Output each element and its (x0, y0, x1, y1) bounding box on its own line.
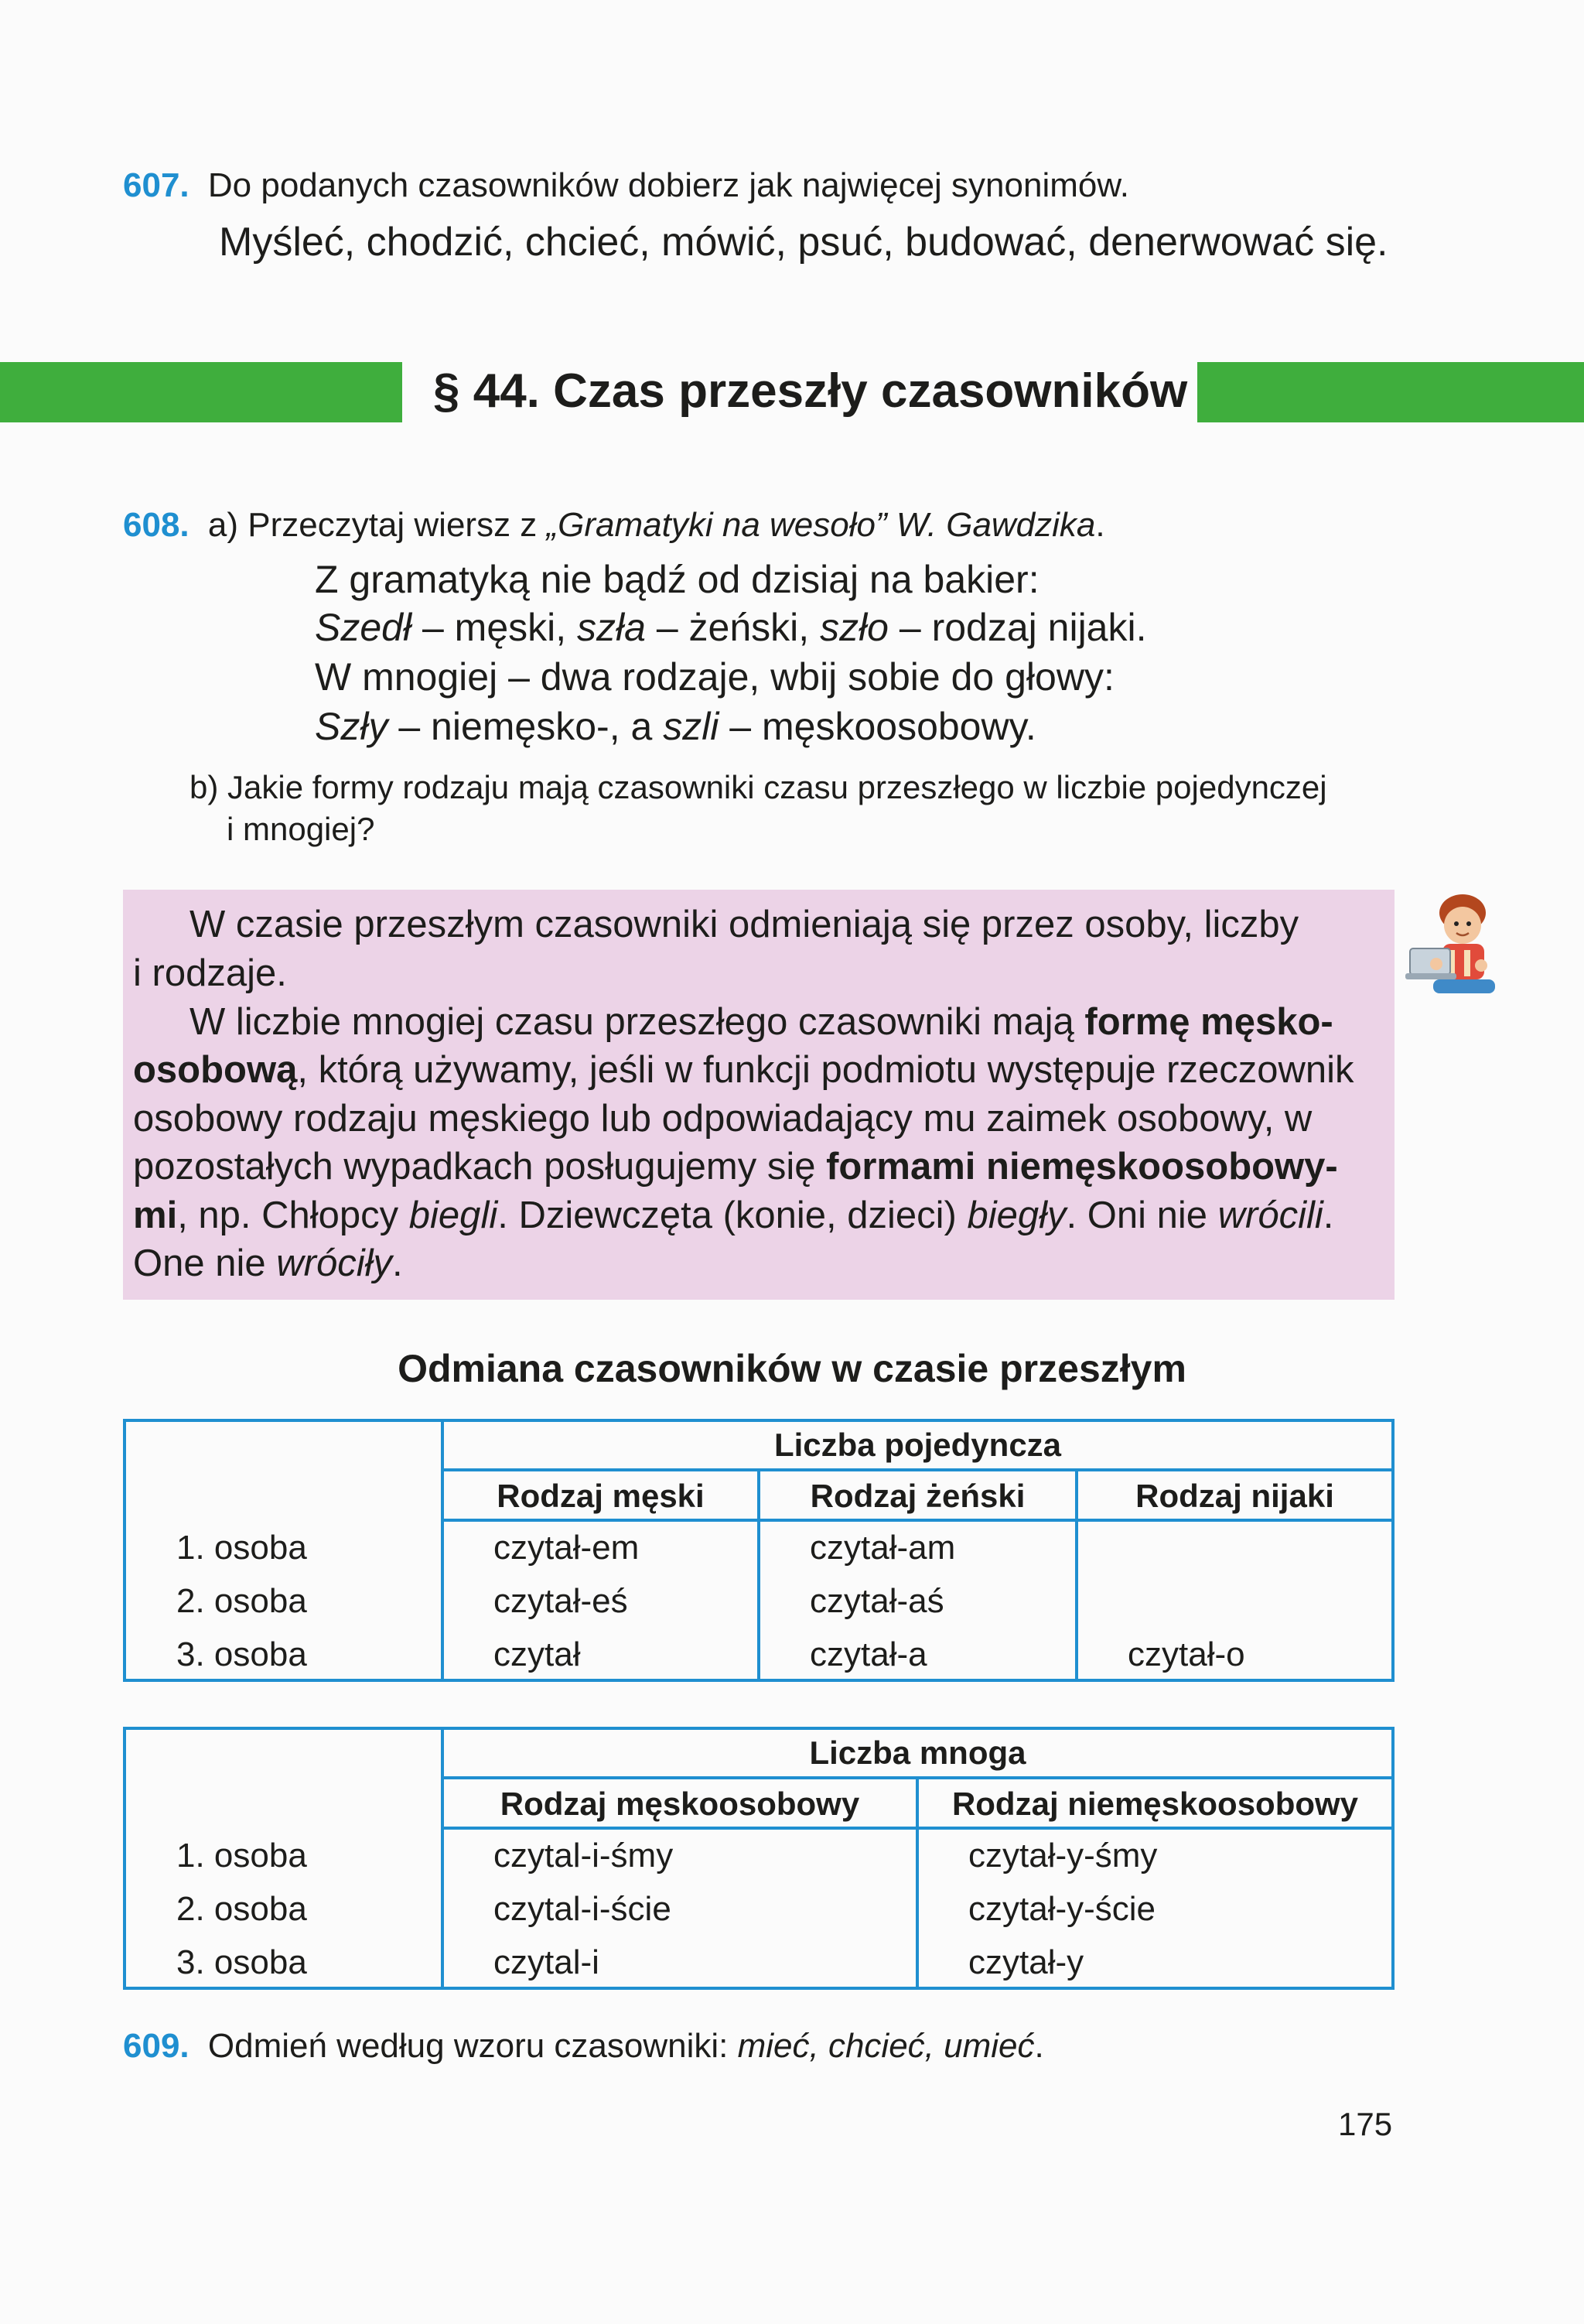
exercise-number: 608. (123, 506, 189, 544)
text: Szły (315, 705, 388, 748)
rule-p2-line-1 (189, 1000, 1333, 1044)
table-cell: czytal-i (493, 1943, 599, 1981)
rule-p2-line-6 (133, 1242, 403, 1285)
exercise-number: 607. (123, 166, 189, 204)
poem-line-1: Z gramatyką nie bądź od dzisiaj na bakier: (315, 558, 1040, 601)
grammar-rule-box (123, 890, 1395, 1300)
section-bar-left (0, 362, 402, 422)
text: . (1034, 2027, 1044, 2065)
table-cell: czytał-aś (810, 1582, 944, 1620)
person-label: 1. osoba (176, 1837, 307, 1875)
table-cell: czytał-am (810, 1529, 956, 1567)
poem-source: „Gramatyki na wesoło” W. Gawdzika (546, 506, 1096, 544)
exercise-part-b-line-1: b) Jakie formy rodzaju mają czasowniki czasu przeszłego w liczbie pojedynczej (189, 769, 1327, 805)
example-word: wróciły (276, 1242, 392, 1284)
person-label: 3. osoba (176, 1635, 307, 1673)
text: . Dziewczęta (konie, dzieci) (497, 1194, 968, 1236)
exercise-609 (123, 2027, 1044, 2066)
text: szło (820, 606, 889, 649)
text: Odmień według wzoru czasowniki: (207, 2027, 738, 2065)
table-cell: czytał-y-ście (968, 1890, 1156, 1928)
column-header: Rodzaj żeński (810, 1478, 1026, 1514)
text: pozostałych wypadkach posługujemy się (133, 1146, 827, 1188)
bold-term: formę męsko- (1084, 1001, 1333, 1043)
table-title: Odmiana czasowników w czasie przeszłym (398, 1347, 1186, 1390)
text: – rodzaj nijaki. (888, 606, 1147, 649)
text: – żeński, (645, 606, 821, 649)
poem-line-3: W mnogiej – dwa rodzaje, wbij sobie do głowy: (315, 655, 1115, 699)
pupil-with-laptop-icon (1402, 888, 1503, 996)
exercise-verbs: mieć, chcieć, umieć (737, 2027, 1035, 2065)
section-bar-right (1197, 362, 1584, 422)
column-header: Rodzaj nijaki (1135, 1478, 1334, 1514)
example-word: biegli (408, 1194, 498, 1236)
rule-p1-line-2: i rodzaje. (133, 952, 287, 994)
table-header-number: Liczba mnoga (809, 1734, 1026, 1771)
table-cell: czytal-i-śmy (493, 1837, 674, 1875)
text: szli (663, 705, 719, 748)
text: . Oni nie (1066, 1194, 1218, 1236)
text: . (1095, 506, 1105, 544)
table-header-number: Liczba pojedyncza (773, 1427, 1062, 1463)
column-header: Rodzaj męski (497, 1478, 705, 1514)
table-divider (441, 1468, 1395, 1471)
table-cell: czytał-em (493, 1529, 640, 1567)
text: – męskoosobowy. (719, 705, 1036, 748)
person-label: 3. osoba (176, 1943, 307, 1981)
text: a) Przeczytaj wiersz z (207, 506, 547, 544)
text: . (1323, 1194, 1334, 1236)
exercise-part-a (208, 506, 1105, 544)
text: One nie (133, 1242, 277, 1284)
table-cell: czytał-o (1128, 1635, 1245, 1673)
section-title: § 44. Czas przeszły czasowników (433, 364, 1188, 418)
rule-p2-line-2 (133, 1048, 1354, 1092)
text: Szedł (315, 606, 412, 649)
table-cell: czytał-a (810, 1635, 927, 1673)
text: , np. Chłopcy (177, 1194, 409, 1236)
poem-line-4 (315, 704, 1036, 749)
exercise-number: 609. (123, 2027, 189, 2065)
column-header: Rodzaj niemęskoosobowy (951, 1786, 1359, 1822)
exercise-607 (123, 166, 1129, 205)
exercise-607-verbs: Myśleć, chodzić, chcieć, mówić, psuć, budować, denerwować się. (219, 220, 1388, 265)
rule-p2-line-3: osobowy rodzaju męskiego lub odpowiadający mu zaimek osobowy, w (133, 1098, 1313, 1140)
rule-p1-line-1: W czasie przeszłym czasowniki odmieniają się przez osoby, liczby (189, 904, 1299, 945)
table-cell: czytal-i-ście (493, 1890, 671, 1928)
text: szła (577, 606, 646, 649)
example-word: wrócili (1217, 1194, 1323, 1236)
table-cell: czytał-y-śmy (968, 1837, 1158, 1875)
text: – niemęsko-, a (387, 705, 664, 748)
exercise-instruction: Do podanych czasowników dobierz jak najwięcej synonimów. (207, 166, 1129, 204)
person-label: 2. osoba (176, 1582, 307, 1620)
bold-term: mi (133, 1194, 178, 1236)
page-number: 175 (1338, 2106, 1393, 2142)
bold-term: formami niemęskoosobowy- (826, 1146, 1338, 1188)
person-label: 2. osoba (176, 1890, 307, 1928)
exercise-608-a (123, 506, 1105, 545)
example-word: biegły (967, 1194, 1067, 1236)
exercise-part-b-line-2: i mnogiej? (227, 811, 375, 847)
text: – męski, (411, 606, 578, 649)
exercise-instruction (208, 2027, 1044, 2065)
table-cell: czytał-y (968, 1943, 1084, 1981)
text: , którą używamy, jeśli w funkcji podmiotu występuje rzeczownik (297, 1049, 1354, 1091)
rule-p2-line-4 (133, 1145, 1338, 1188)
table-cell: czytał (493, 1635, 581, 1673)
table-cell: czytał-eś (493, 1582, 628, 1620)
poem-line-2 (315, 605, 1146, 650)
text: W liczbie mnogiej czasu przeszłego czasowniki mają (189, 1001, 1085, 1043)
column-header: Rodzaj męskoosobowy (500, 1786, 860, 1822)
bold-term: osobową (133, 1049, 298, 1091)
person-label: 1. osoba (176, 1529, 307, 1567)
table-divider (441, 1519, 1395, 1522)
rule-p2-line-5 (133, 1194, 1333, 1237)
text: . (391, 1242, 403, 1284)
